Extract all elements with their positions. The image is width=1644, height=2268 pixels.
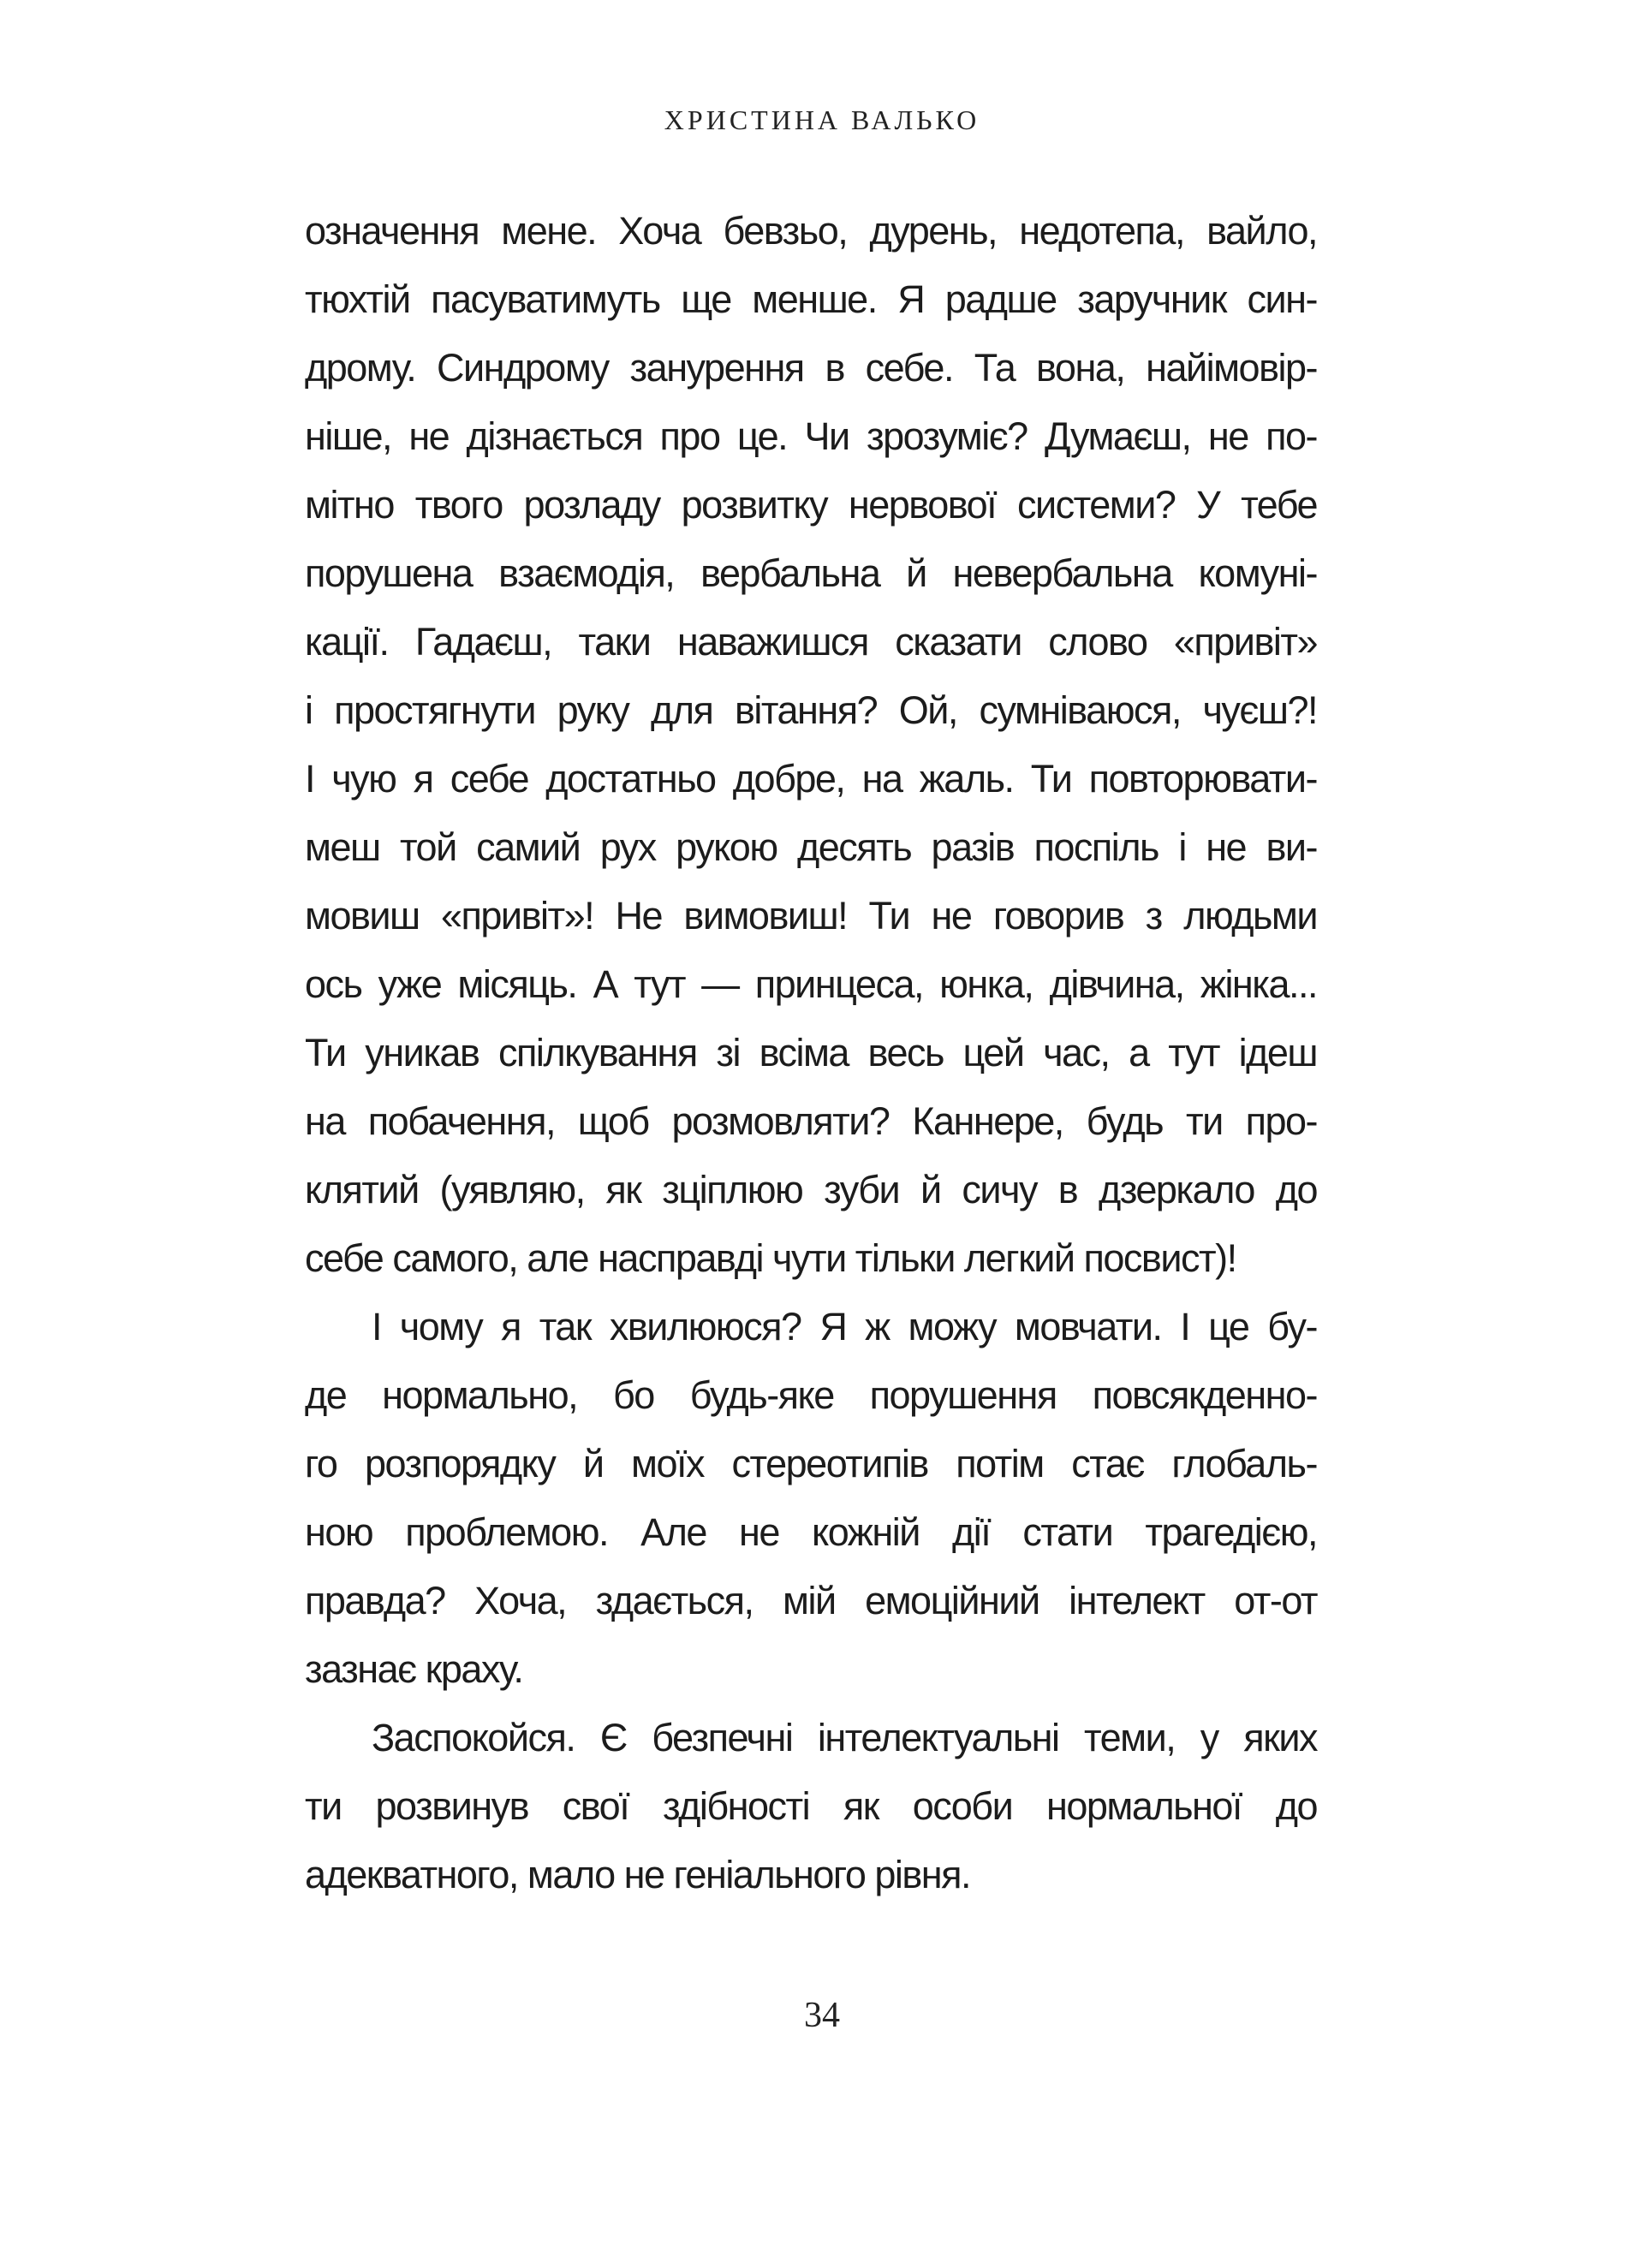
text-line: тюхтій пасуватимуть ще менше. Я радше заручник син- — [305, 277, 1317, 321]
body-text — [305, 197, 1317, 1909]
text-line: мовиш «привіт»! Не вимовиш! Ти не говорив з людьми — [305, 894, 1317, 938]
text-line: правда? Хоча, здається, мій емоційний інтелект от-от — [305, 1579, 1317, 1622]
text-line: і простягнути руку для вітання? Ой, сумніваюся, чуєш?! — [305, 688, 1317, 732]
paragraph — [305, 1293, 1317, 1704]
text-line: зазнає краху. — [305, 1647, 523, 1691]
text-line: на побачення, щоб розмовляти? Каннере, будь ти про- — [305, 1099, 1317, 1143]
text-line: порушена взаємодія, вербальна й невербальна комуні- — [305, 551, 1317, 595]
text-line: де нормально, бо будь-яке порушення повсякденно- — [305, 1373, 1317, 1417]
text-line: клятий (уявляю, як зціплюю зуби й сичу в дзеркало до — [305, 1168, 1317, 1211]
text-line: меш той самий рух рукою десять разів поспіль і не ви- — [305, 825, 1317, 869]
text-line: І чую я себе достатньо добре, на жаль. Ти повторювати- — [305, 757, 1317, 801]
paragraph — [305, 1704, 1317, 1909]
text-line: означення мене. Хоча бевзьо, дурень, недотепа, вайло, — [305, 209, 1317, 253]
text-line: кації. Гадаєш, таки наважишся сказати слово «привіт» — [305, 620, 1317, 664]
text-line: мітно твого розладу розвитку нервової системи? У тебе — [305, 483, 1317, 527]
running-header: ХРИСТИНА ВАЛЬКО — [664, 104, 980, 135]
text-line: І чому я так хвилююся? Я ж можу мовчати. І це бу- — [372, 1305, 1317, 1348]
text-line: Ти уникав спілкування зі всіма весь цей час, а тут ідеш — [305, 1031, 1317, 1074]
text-line: го розпорядку й моїх стереотипів потім стає глобаль- — [305, 1442, 1317, 1485]
text-line: Заспокойся. Є безпечні інтелектуальні теми, у яких — [372, 1716, 1317, 1759]
page-number: 34 — [804, 1996, 840, 2035]
text-line: ти розвинув свої здібності як особи нормальної до — [305, 1784, 1317, 1828]
text-line: адекватного, мало не геніального рівня. — [305, 1853, 971, 1896]
text-line: ніше, не дізнається про це. Чи зрозуміє? Думаєш, не по- — [305, 414, 1317, 458]
text-line: ось уже місяць. А тут — принцеса, юнка, дівчина, жінка... — [305, 962, 1317, 1006]
paragraph — [305, 197, 1317, 1293]
text-line: дрому. Синдрому занурення в себе. Та вона, найімовір- — [305, 346, 1317, 390]
text-line: себе самого, але насправді чути тільки легкий посвист)! — [305, 1236, 1236, 1280]
text-line: ною проблемою. Але не кожній дії стати трагедією, — [305, 1510, 1317, 1554]
